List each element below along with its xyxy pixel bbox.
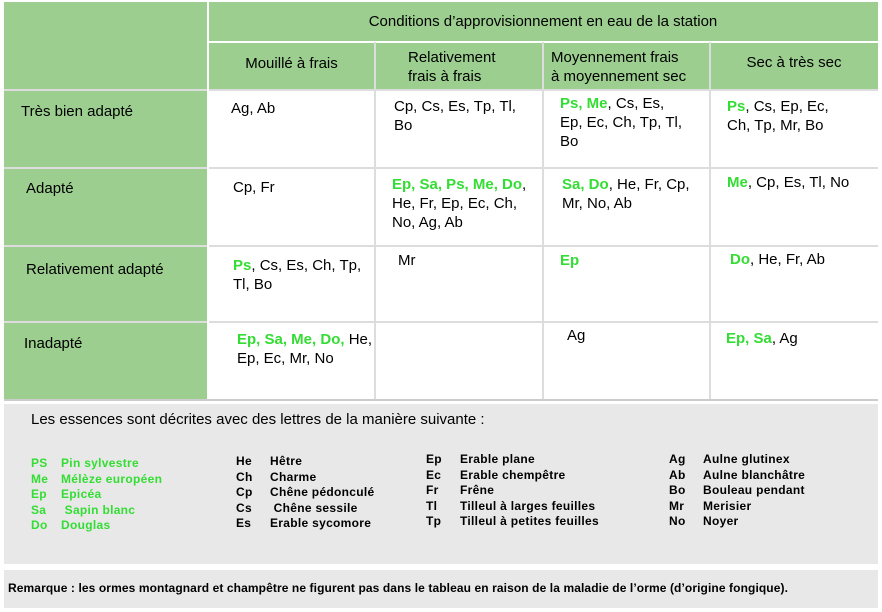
row-header-2 [4, 168, 208, 246]
cell-r1-c4: Ps, Cs, Ep, Ec, Ch, Tp, Mr, Bo [727, 98, 829, 134]
column-header-2-label: Relativement frais à frais [408, 49, 496, 85]
cell-r2-c2: Ep, Sa, Ps, Me, Do, He, Fr, Ep, Ec, Ch, No, Ag, Ab [392, 176, 527, 231]
legend-item: Cs Chêne sessile [236, 500, 358, 515]
legend-panel [4, 404, 878, 564]
cell-r2-c4: Me, Cp, Es, Tl, No [727, 174, 850, 191]
cell-r3-c3: Ep [560, 252, 580, 269]
cell-r1-c2: Cp, Cs, Es, Tp, Tl, Bo [394, 98, 516, 134]
remark-text: Remarque : les ormes montagnard et champêtre ne figurent pas dans le tableau en raison de la maladie de l’orme (d’origine fongique). [8, 581, 789, 595]
legend-item: Bo Bouleau pendant [669, 483, 805, 497]
legend-title: Les essences sont décrites avec des lettres de la manière suivante : [31, 411, 485, 428]
legend-item: No Noyer [669, 514, 739, 528]
row-header-4-label: Inadapté [24, 335, 83, 352]
row-header-3-label: Relativement adapté [26, 261, 164, 278]
legend-item: Do Douglas [31, 518, 111, 532]
row-header-4 [4, 322, 208, 400]
legend-item: Ep Epicéa [31, 487, 102, 501]
cell-r1-c1: Ag, Ab [231, 100, 276, 117]
column-header-3 [543, 42, 710, 90]
column-header-2 [375, 42, 543, 90]
column-header-1-label: Mouillé à frais [245, 55, 338, 72]
legend-item: Tl Tilleul à larges feuilles [426, 498, 596, 513]
super-header-cell [208, 2, 878, 42]
legend-item: Mr Merisier [669, 498, 752, 513]
cell-r4-c4: Ep, Sa, Ag [726, 330, 798, 347]
row-header-1 [4, 90, 208, 168]
cell-r3-c4: Do, He, Fr, Ab [730, 251, 826, 268]
cell-r2-c1: Cp, Fr [233, 179, 275, 196]
column-header-3-label: Moyennement frais à moyennement sec [551, 49, 687, 85]
legend-item: Es Erable sycomore [236, 516, 372, 530]
legend-item: Sa Sapin blanc [31, 502, 136, 517]
legend-item: He Hêtre [236, 454, 303, 468]
remark-panel [4, 570, 878, 608]
row-header-1-label: Très bien adapté [21, 103, 134, 120]
legend-column-conifers [31, 456, 162, 534]
legend-item: Ec Erable chempêtre [426, 467, 566, 482]
legend-column-broadleaf-1 [236, 454, 375, 532]
cell-r2-c3: Sa, Do, He, Fr, Cp, Mr, No, Ab [562, 176, 690, 212]
legend-item: Ep Erable plane [426, 452, 535, 466]
cell-r1-c3: Ps, Me, Cs, Es, Ep, Ec, Ch, Tp, Tl, Bo [560, 95, 682, 150]
legend-column-broadleaf-3 [669, 452, 805, 530]
column-header-4-label: Sec à très sec [746, 54, 842, 71]
legend-item: Tp Tilleul à petites feuilles [426, 514, 599, 528]
legend-item: Ag Aulne glutinex [669, 452, 790, 466]
legend-item: Fr Frêne [426, 483, 495, 497]
legend-item: PS Pin sylvestre [31, 456, 139, 470]
cell-r3-c2: Mr [398, 252, 416, 269]
column-header-4 [710, 42, 878, 90]
legend-item: Me Mélèze européen [31, 471, 163, 486]
cell-r3-c1: Ps, Cs, Es, Ch, Tp, Tl, Bo [233, 257, 362, 293]
corner-header-cell [4, 2, 208, 90]
row-header-3 [4, 246, 208, 322]
super-header-title: Conditions d’approvisionnement en eau de la station [368, 13, 718, 30]
legend-column-broadleaf-2 [426, 452, 599, 530]
legend-item: Cp Chêne pédonculé [236, 485, 375, 499]
legend-item: Ab Aulne blanchâtre [669, 467, 806, 482]
cell-r4-c3: Ag [567, 327, 586, 344]
cell-r4-c1: Ep, Sa, Me, Do, He, Ep, Ec, Mr, No [237, 331, 373, 367]
row-header-2-label: Adapté [26, 180, 74, 197]
column-header-1 [208, 42, 375, 90]
legend-item: Ch Charme [236, 469, 317, 484]
